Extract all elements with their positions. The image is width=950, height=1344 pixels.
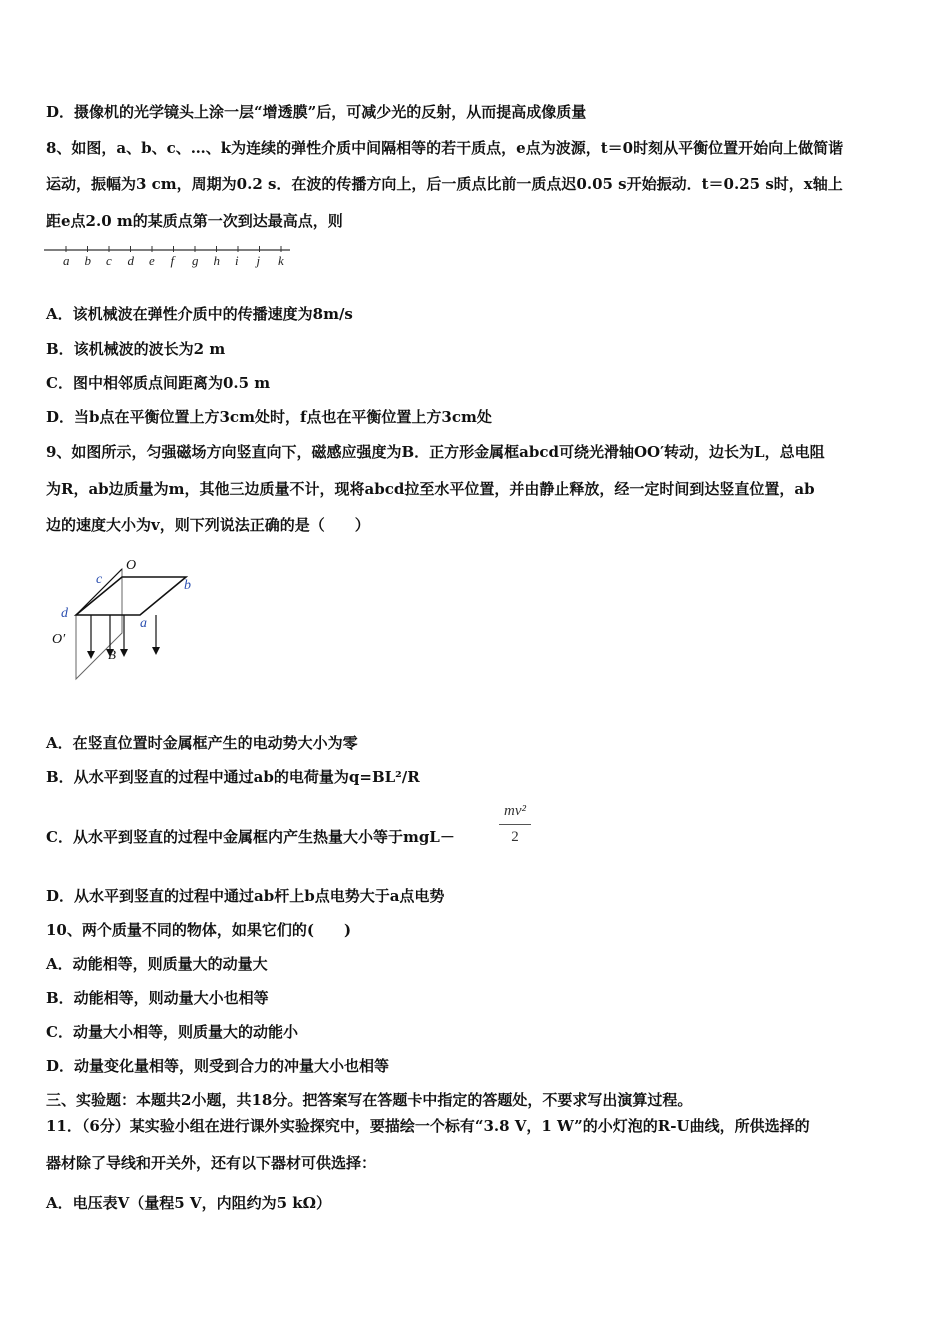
particle-label: h — [213, 253, 220, 268]
field-arrow-4 — [152, 647, 160, 655]
q8-option-b: B．该机械波的波长为2 m — [46, 340, 226, 358]
particle-label: i — [235, 253, 239, 268]
field-arrow-1 — [87, 651, 95, 659]
q9-line2: 为R，ab边质量为m，其他三边质量不计，现将abcd拉至水平位置，并由静止释放，经一定时间到达竖直位置，ab — [46, 480, 815, 498]
section-3-heading: 三、实验题：本题共2小题，共18分。把答案写在答题卡中指定的答题处，不要求写出演算过程。 — [46, 1091, 693, 1109]
field-arrow-3 — [120, 649, 128, 657]
q9-option-b: B．从水平到竖直的过程中通过ab的电荷量为q=BL²/R — [46, 768, 420, 786]
particle-label: e — [149, 253, 155, 268]
q10-option-b: B．动能相等，则动量大小也相等 — [46, 989, 269, 1007]
label-b: b — [184, 578, 191, 593]
square-frame — [76, 577, 186, 615]
q10-option-d: D．动量变化量相等，则受到合力的冲量大小也相等 — [46, 1057, 390, 1075]
q10-option-c: C．动量大小相等，则质量大的动能小 — [46, 1023, 298, 1041]
fraction-numerator: mv² — [504, 803, 526, 819]
q9-option-d: D．从水平到竖直的过程中通过ab杆上b点电势大于a点电势 — [46, 887, 445, 905]
q9-option-a: A．在竖直位置时金属框产生的电动势大小为零 — [46, 734, 358, 752]
q8-line3: 距e点2.0 m的某质点第一次到达最高点，则 — [46, 212, 343, 230]
q11-option-a: A．电压表V（量程5 V，内阻约为5 kΩ） — [46, 1194, 331, 1212]
particle-label: a — [63, 253, 70, 268]
q11-line1: 11．（6分）某实验小组在进行课外实验探究中，要描绘一个标有“3.8 V，1 W”的小灯泡的R-U曲线，所供选择的 — [46, 1117, 810, 1135]
particle-label: g — [192, 253, 199, 268]
particle-label: b — [84, 253, 91, 268]
label-o-prime: O′ — [52, 632, 66, 647]
particle-line-figure — [44, 244, 294, 270]
fraction-denominator: 2 — [511, 829, 519, 845]
q9-option-c: C．从水平到竖直的过程中金属框内产生热量大小等于mgL－ — [46, 828, 455, 846]
particle-label: j — [256, 253, 261, 268]
particle-label: f — [170, 253, 175, 268]
label-c: c — [96, 572, 103, 587]
q8-line1: 8、如图，a、b、c、…、k为连续的弹性介质中间隔相等的若干质点，e点为波源，t＝0时刻从平衡位置开始向上做简谐 — [46, 139, 844, 157]
particle-label: k — [278, 253, 284, 268]
q10-option-a: A．动能相等，则质量大的动量大 — [46, 955, 268, 973]
particle-label: d — [127, 253, 134, 268]
particle-label: c — [106, 253, 112, 268]
q10-stem: 10、两个质量不同的物体，如果它们的( ) — [46, 921, 352, 939]
q8-option-a: A．该机械波在弹性介质中的传播速度为8m/s — [46, 305, 353, 323]
q8-line2: 运动，振幅为3 cm，周期为0.2 s．在波的传播方向上，后一质点比前一质点迟0.05 s开始振动．t＝0.25 s时，x轴上 — [46, 175, 843, 193]
label-d: d — [61, 606, 68, 621]
q9-line3: 边的速度大小为v，则下列说法正确的是（ ） — [46, 516, 370, 534]
label-o: O — [126, 558, 137, 573]
label-a: a — [140, 616, 147, 631]
magnetic-frame-figure — [46, 555, 216, 685]
q8-option-c: C．图中相邻质点间距离为0.5 m — [46, 374, 271, 392]
q8-option-d: D．当b点在平衡位置上方3cm处时，f点也在平衡位置上方3cm处 — [46, 408, 492, 426]
option-7d: D．摄像机的光学镜头上涂一层“增透膜”后，可减少光的反射，从而提高成像质量 — [46, 103, 587, 121]
label-b-field: B — [108, 647, 116, 662]
q11-line2: 器材除了导线和开关外，还有以下器材可供选择： — [46, 1154, 377, 1172]
q9-line1: 9、如图所示，匀强磁场方向竖直向下，磁感应强度为B．正方形金属框abcd可绕光滑轴OO′转动，边长为L，总电阻 — [46, 443, 825, 461]
fraction-mv2-over-2 — [497, 800, 533, 847]
